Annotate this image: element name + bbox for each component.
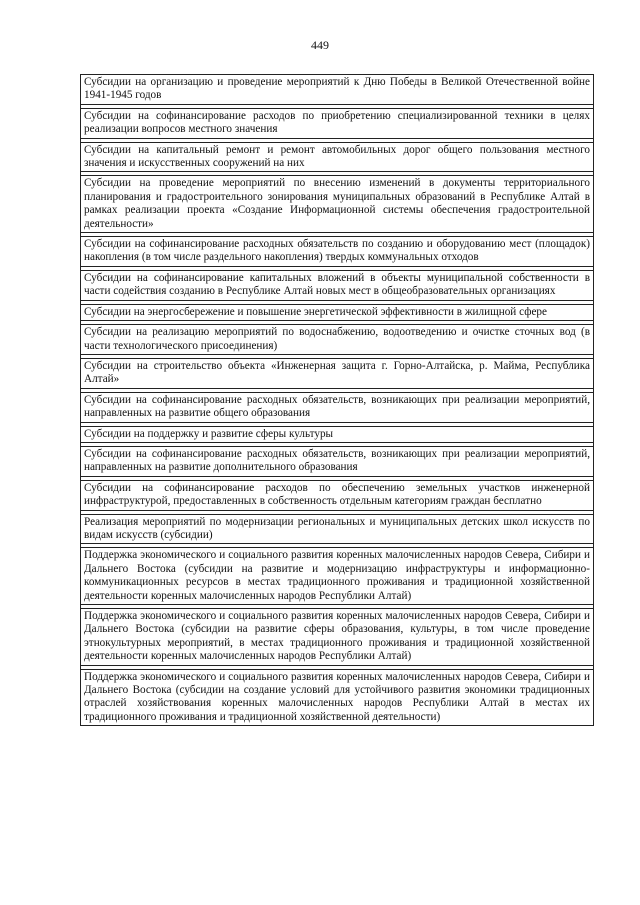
table-row: Субсидии на софинансирование расходных обязательств, возникающих при реализации мероприятий, направленных на развитие дополнительного образования: [81, 446, 593, 477]
table-row: Субсидии на энергосбережение и повышение энергетической эффективности в жилищной сфере: [81, 304, 593, 321]
table-row: Поддержка экономического и социального развития коренных малочисленных народов Севера, Сибири и Дальнего Востока (субсидии на развитие сферы образования, культуры, в том числе проведение этнокультурных мероприятий, в местах традиционного проживания и традиционной хозяйственной деятельности коренных малочисленных народов Республики Алтай): [81, 608, 593, 666]
table-row: Субсидии на капитальный ремонт и ремонт автомобильных дорог общего пользования местного значения и искусственных сооружений на них: [81, 142, 593, 173]
table-row: Реализация мероприятий по модернизации региональных и муниципальных детских школ искусств по видам искусств (субсидии): [81, 514, 593, 545]
table-row: Поддержка экономического и социального развития коренных малочисленных народов Севера, Сибири и Дальнего Востока (субсидии на развитие и модернизацию инфраструктуры и информационно-коммуникационных ресурсов в местах традиционного проживания и традиционной хозяйственной деятельности коренных малочисленных народов Республики Алтай): [81, 547, 593, 605]
subsidies-table: [80, 74, 594, 726]
page-number: 449: [311, 38, 329, 52]
table-row: Субсидии на реализацию мероприятий по водоснабжению, водоотведению и очистке сточных вод (в части технологического присоединения): [81, 324, 593, 355]
table-row: Субсидии на софинансирование расходных обязательств по созданию и оборудованию мест (площадок) накопления (в том числе раздельного накопления) твердых коммунальных отходов: [81, 236, 593, 267]
table-row: Поддержка экономического и социального развития коренных малочисленных народов Севера, Сибири и Дальнего Востока (субсидии на создание условий для устойчивого развития экономики традиционных отраслей хозяйствования коренных малочисленных народов Республики Алтай в местах их традиционного проживания и традиционной хозяйственной деятельности): [81, 669, 593, 727]
table-row: Субсидии на софинансирование расходов по обеспечению земельных участков инженерной инфраструктурой, предоставленных в собственность отдельным категориям граждан бесплатно: [81, 480, 593, 511]
table-row: Субсидии на софинансирование капитальных вложений в объекты муниципальной собственности в части содействия созданию в Республике Алтай новых мест в общеобразовательных организациях: [81, 270, 593, 301]
table-row: Субсидии на поддержку и развитие сферы культуры: [81, 426, 593, 443]
table-row: Субсидии на софинансирование расходов по приобретению специализированной техники в целях реализации вопросов местного значения: [81, 108, 593, 139]
table-row: Субсидии на строительство объекта «Инженерная защита г. Горно-Алтайска, р. Майма, Республика Алтай»: [81, 358, 593, 389]
table-row: Субсидии на организацию и проведение мероприятий к Дню Победы в Великой Отечественной войне 1941-1945 годов: [81, 74, 593, 105]
table-row: Субсидии на софинансирование расходных обязательств, возникающих при реализации мероприятий, направленных на развитие общего образования: [81, 392, 593, 423]
table-row: Субсидии на проведение мероприятий по внесению изменений в документы территориального планирования и градостроительного зонирования муниципальных образований в Республике Алтай в рамках реализации проекта «Создание Информационной системы обеспечения градостроительной деятельности»: [81, 175, 593, 233]
